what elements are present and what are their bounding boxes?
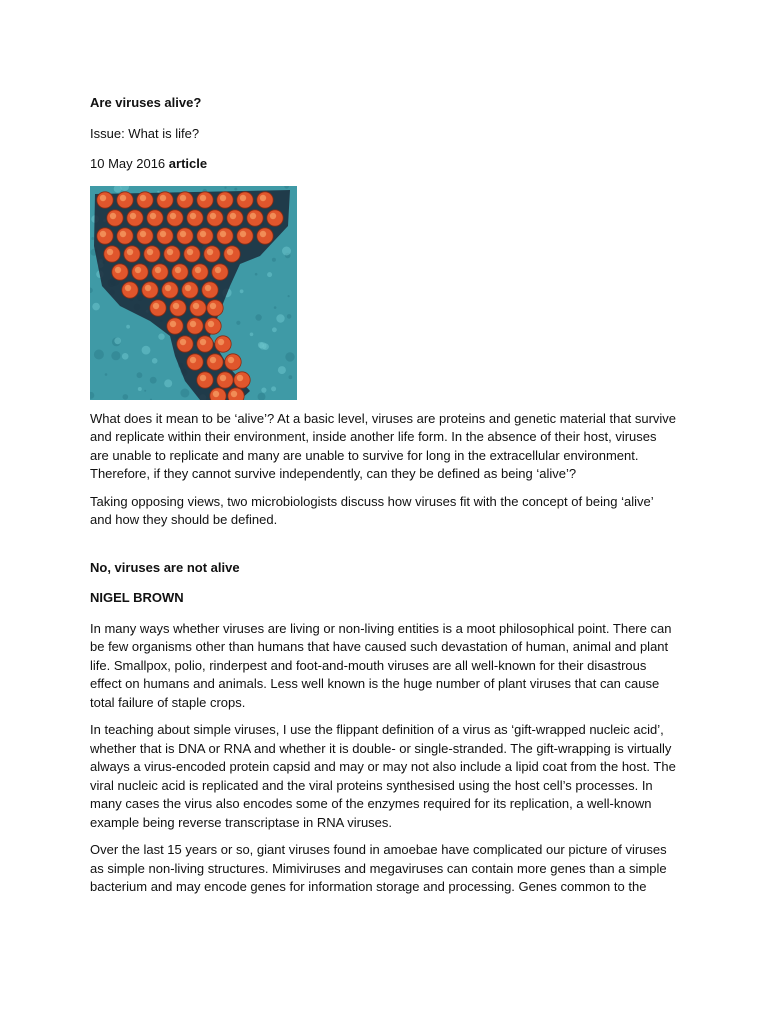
article-title: Are viruses alive? bbox=[90, 95, 202, 110]
section-spacer bbox=[90, 539, 678, 559]
section-paragraph-1: In many ways whether viruses are living or non-living entities is a moot philosophical point. There can be few organisms other than humans that have caused such devastation of human, animal and plant life. Smallpox, polio, rinderpest and foot-and-mouth viruses are all well-known for their disastrous effect on humans and animals. Less well known is the huge number of plant viruses that can cause total failure of staple crops. bbox=[90, 620, 672, 710]
article-meta bbox=[90, 155, 678, 174]
article-type: article bbox=[168, 156, 208, 171]
article-date: 10 May 2016 bbox=[90, 156, 166, 171]
article bbox=[90, 94, 678, 906]
section-paragraph-3: Over the last 15 years or so, giant viruses found in amoebae have complicated our picture of viruses as simple non-living structures. Mimiviruses and megaviruses can contain more genes than a simple bacterium and may encode genes for information storage and processing. Genes common to the bbox=[90, 842, 667, 894]
intro-paragraph-2: Taking opposing views, two microbiologists discuss how viruses fit with the concept of being ‘alive’ and how they should be defined. bbox=[90, 493, 654, 527]
virus-micrograph-image bbox=[90, 186, 297, 400]
section-heading: No, viruses are not alive bbox=[90, 559, 240, 575]
section-paragraph-2: In teaching about simple viruses, I use the flippant definition of a virus as ‘gift-wrapped nucleic acid’, whether that is DNA or RNA and whether it is double- or single-stranded. The gift-wrapping is virtually always a virus-encoded protein capsid and may or may not also include a lipid coat from the host. The viral nucleic acid is replicated and the viral proteins synthesised using the host cell’s processes. In many cases the virus also encodes some of the enzymes required for its replication, a well-known example being reverse transcriptase in RNA viruses. bbox=[90, 722, 676, 830]
virus-micrograph-svg bbox=[90, 186, 297, 400]
section-author: NIGEL BROWN bbox=[90, 590, 184, 605]
article-issue: Issue: What is life? bbox=[90, 125, 200, 141]
intro-paragraph-1: What does it mean to be ‘alive’? At a basic level, viruses are proteins and genetic material that survive and replicate within their environment, inside another life form. In the absence of their host, viruses are unable to replicate and many are unable to survive for long in the extracellular environment. Therefore, if they cannot survive independently, can they be defined as being ‘alive’? bbox=[90, 410, 677, 481]
